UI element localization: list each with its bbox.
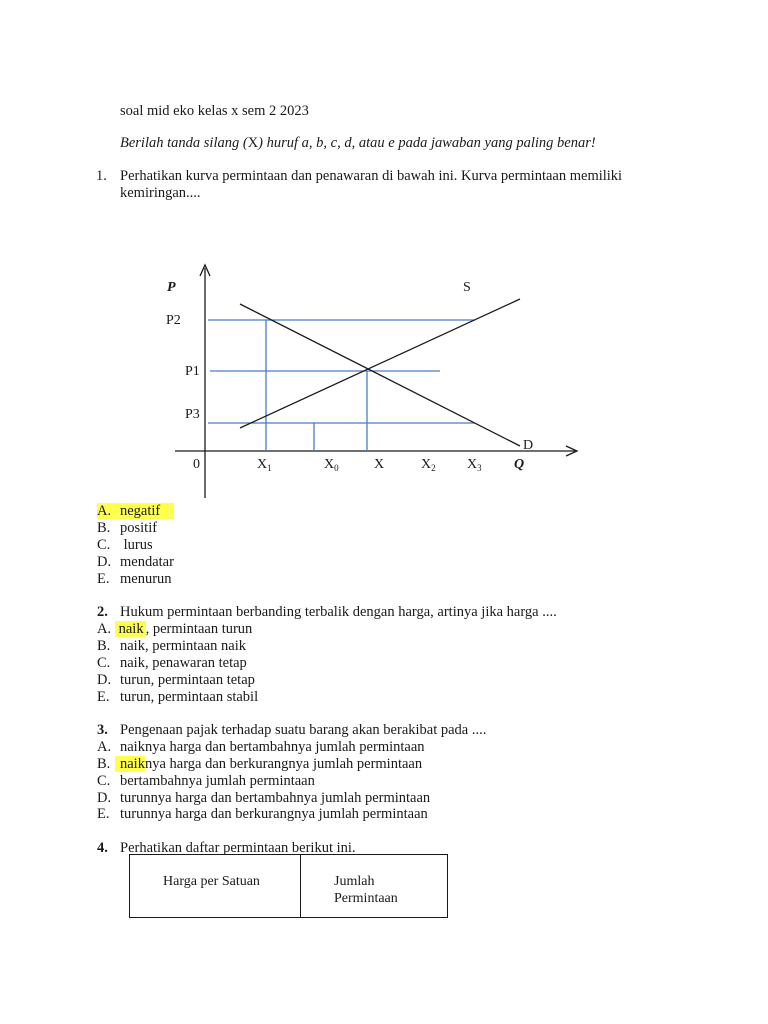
table-header-quantity-line2: Permintaan	[334, 891, 398, 906]
q2-option-c[interactable]	[97, 655, 247, 672]
q3-option-a[interactable]	[97, 739, 425, 756]
p-axis-label: P	[167, 280, 176, 295]
q1-option-a-text: negatif	[120, 503, 161, 519]
q1-option-c[interactable]	[97, 537, 153, 554]
q3-option-e-letter: E.	[97, 806, 110, 822]
q3-option-c-text: bertambahnya jumlah permintaan	[120, 773, 315, 789]
q2-option-b-text: naik, permintaan naik	[120, 638, 247, 654]
q4-text: Perhatikan daftar permintaan berikut ini.	[120, 840, 356, 856]
x2-sub: 2	[431, 463, 436, 473]
q1-text-line2: kemiringan....	[120, 185, 201, 201]
q1-option-a[interactable]	[97, 503, 174, 520]
q3-option-c[interactable]	[97, 773, 315, 790]
q2-option-a-letter: A.	[97, 621, 112, 637]
q2-option-a[interactable]	[97, 621, 252, 638]
x2-label	[421, 457, 436, 473]
q2-text: Hukum permintaan berbanding terbalik dengan harga, artinya jika harga ....	[120, 604, 557, 620]
q4-number: 4.	[97, 840, 108, 856]
x0-base: X	[324, 457, 335, 472]
table-row	[130, 855, 448, 918]
document-title: soal mid eko kelas x sem 2 2023	[120, 103, 309, 119]
q2-option-a-text: , permintaan turun	[145, 621, 253, 637]
table-header-quantity-line1: Jumlah	[334, 874, 375, 889]
q1-option-b-text: positif	[120, 520, 158, 536]
q2-option-e-letter: E.	[97, 689, 110, 705]
q2-option-d[interactable]	[97, 672, 255, 689]
instruction-pre: Berilah tanda silang (	[120, 135, 248, 151]
demand-label: D	[523, 438, 534, 453]
q3-number: 3.	[97, 722, 108, 738]
q2-option-b[interactable]	[97, 638, 246, 655]
q3-option-b-text: nya harga dan berkurangnya jumlah permintaan	[144, 756, 423, 772]
instruction-post: ) huruf a, b, c, d, atau e pada jawaban yang paling benar!	[258, 135, 596, 151]
highlight	[97, 503, 174, 519]
p3-label: P3	[185, 407, 200, 422]
q3-option-b-highlight: naik	[115, 756, 145, 772]
table-header-price: Harga per Satuan	[130, 855, 301, 918]
q3-option-d-text: turunnya harga dan bertambahnya jumlah permintaan	[120, 790, 431, 806]
x1-base: X	[257, 457, 268, 472]
x3-label	[467, 457, 482, 473]
q1-option-b-letter: B.	[97, 520, 111, 536]
q2-option-e[interactable]	[97, 689, 258, 706]
q3-text: Pengenaan pajak terhadap suatu barang akan berakibat pada ....	[120, 722, 487, 738]
q1-option-e[interactable]	[97, 571, 172, 588]
x2-base: X	[421, 457, 432, 472]
q2-number: 2.	[97, 604, 108, 620]
q3-option-a-letter: A.	[97, 739, 112, 755]
demand-table	[129, 854, 448, 918]
q1-option-c-text: lurus	[120, 537, 153, 553]
q2-option-c-letter: C.	[97, 655, 111, 671]
q1-option-d[interactable]	[97, 554, 174, 571]
q2-option-a-highlight: naik	[115, 621, 144, 637]
q3-option-e[interactable]	[97, 806, 428, 823]
q-axis-label: Q	[514, 457, 525, 472]
p2-label: P2	[166, 313, 181, 328]
q2-option-d-letter: D.	[97, 672, 112, 688]
x1-sub: 1	[267, 463, 272, 473]
q2-option-e-text: turun, permintaan stabil	[120, 689, 259, 705]
q1-option-b[interactable]	[97, 520, 157, 537]
q3-option-d[interactable]	[97, 790, 430, 807]
q1-option-d-letter: D.	[97, 554, 112, 570]
q3-option-a-text: naiknya harga dan bertambahnya jumlah permintaan	[120, 739, 425, 755]
supply-curve	[240, 299, 520, 428]
q1-text-line1: Perhatikan kurva permintaan dan penawaran di bawah ini. Kurva permintaan memiliki	[120, 168, 623, 184]
origin-label: 0	[193, 457, 200, 472]
q1-option-d-text: mendatar	[120, 554, 174, 570]
x0-label	[324, 457, 339, 473]
x3-sub: 3	[477, 463, 482, 473]
x0-sub: 0	[334, 463, 339, 473]
instruction-x: X	[247, 135, 259, 151]
q2-option-d-text: turun, permintaan tetap	[120, 672, 255, 688]
q1-option-e-letter: E.	[97, 571, 110, 587]
p1-label: P1	[185, 364, 200, 379]
q3-option-b-letter: B.	[97, 756, 111, 772]
x3-base: X	[467, 457, 478, 472]
x1-label	[257, 457, 272, 473]
q2-option-c-text: naik, penawaran tetap	[120, 655, 247, 671]
q1-option-c-letter: C.	[97, 537, 111, 553]
q2-option-b-letter: B.	[97, 638, 111, 654]
demand-curve	[240, 304, 520, 446]
q3-option-b[interactable]	[97, 756, 422, 773]
q3-option-c-letter: C.	[97, 773, 111, 789]
x-label: X	[374, 457, 385, 472]
supply-label: S	[463, 280, 471, 295]
table-header-quantity	[301, 855, 448, 918]
q3-option-d-letter: D.	[97, 790, 112, 806]
q3-option-e-text: turunnya harga dan berkurangnya jumlah permintaan	[120, 806, 428, 822]
q1-option-e-text: menurun	[120, 571, 172, 587]
q1-number: 1.	[96, 168, 107, 184]
q1-option-a-letter: A.	[97, 503, 112, 519]
